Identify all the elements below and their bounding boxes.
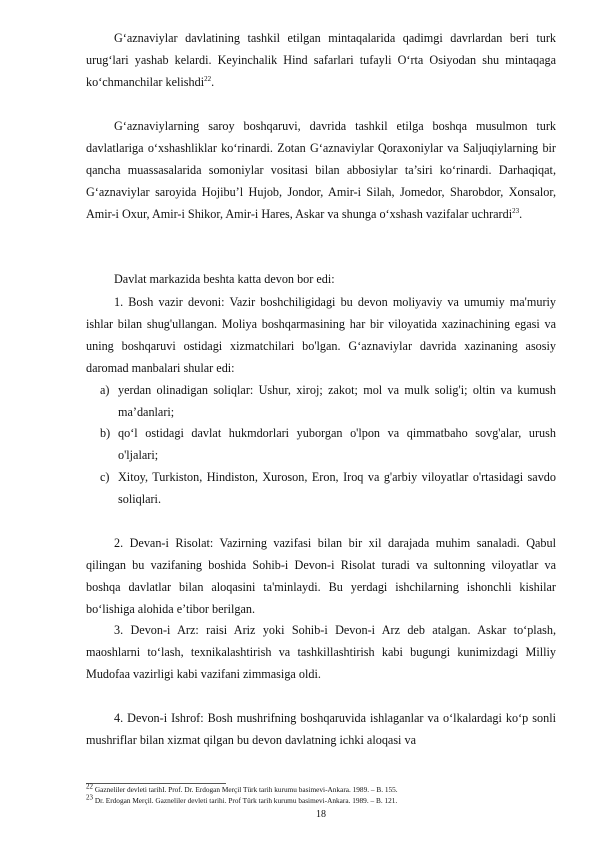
paragraph-devons-intro: Davlat markazida beshta katta devon bor edi: (114, 272, 335, 286)
footnote: $^{22}$ Gazneliler devleti tarihI. Prof. Dr. Erdogan Merçil Türk tarih kurumu basimevi-Ankara. 1989. – B. 155. (86, 782, 398, 794)
paragraph-devon-2: 2. Devan-i Risolat: Vazirning vazifasi bilan bir xil darajada muhim sanaladi. Qabul qilingan bu vazifaning boshida Sohib-i Devon-i Risolat turadi va sultonning viloyatlar va boshqa davlatlar bilan aloqasini ta'minlaydi. Bu yerdagi ishchilarning ishonchli kishilar bo‘lishiga alohida e’tibor berilgan. (86, 536, 556, 616)
list-item: c) Xitoy, Turkiston, Hindiston, Xuroson, Eron, Iroq va g'arbiy viloyatlar o'rtasidagi savdo soliqlari. (100, 467, 556, 511)
page-number: 18 (316, 809, 326, 820)
paragraph-devon-1: 1. Bosh vazir devoni: Vazir boshchiligidagi bu devon moliyaviy va umumiy ma'muriy ishlar bilan shug'ullangan. Moliya boshqarmasining har bir viloyatida xazinachining egasi va uning boshqaruvi ostidagi xizmatchilari bo'lgan. G‘aznaviylar davrida xazinaning asosiy daromad manbalari shular edi: (86, 295, 556, 375)
list-item: a) yerdan olinadigan soliqlar: Ushur, xiroj; zakot; mol va mulk solig'i; oltin va kumush ma’danlari; (100, 380, 556, 424)
footnote-ref: 23 (512, 206, 520, 215)
list-marker: b) (100, 426, 111, 440)
paragraph-court: G‘aznaviylarning saroy boshqaruvi, davrida tashkil etilga boshqa musulmon turk davlatlariga o‘xshashliklar ko‘rinardi. Zotan G‘aznaviylar Qoraxoniylar va Saljuqiylarning bir qancha muassasalarida somoniylar vositasi bilan abbosiylar ta’siri ko‘rinardi. Darhaqiqat, G‘aznaviylar saroyida Hojibu’l Hujob, Jondor, Amir-i Silah, Jomedor, Sharobdor, Xonsalor, Amir-i Oxur, Amir-i Shikor, Amir-i Hares, Askar va shunga o‘xshash vazifalar uchrardi$^{23}$. (86, 119, 556, 221)
footnote-ref: 22 (204, 74, 212, 83)
paragraph-intro: G‘aznaviylar davlatining tashkil etilgan mintaqalarida qadimgi davrlardan beri turk urug‘lari yashab kelardi. Keyinchalik Hind safarlari tufayli O‘rta Osiyodan shu mintaqaga ko‘chmanchilar kelishdi$^{22}$. (86, 31, 556, 89)
list-marker: a) (100, 383, 110, 397)
footnote-separator (86, 783, 226, 784)
paragraph-devon-3: 3. Devon-i Arz: raisi Ariz yoki Sohib-i Devon-i Arz deb atalgan. Askar to‘plash, maoshlarni to‘lash, texnikalashtirish va tashkillashtirish kabi bugungi kunimizdagi Milliy Mudofaa vazirligi kabi vazifani zimmasiga oldi. (86, 623, 556, 681)
list-marker: c) (100, 470, 110, 484)
footnote: $^{23}$ Dr. Erdogan Merçil. Gazneliler devleti tarihi. Prof Türk tarih kurumu basimevi-Ankara. 1989. – B. 121. (86, 793, 398, 805)
list-item: b) qo‘l ostidagi davlat hukmdorlari yuborgan o'lpon va qimmatbaho sovg'alar, urush o'ljalari; (100, 423, 556, 467)
paragraph-devon-4: 4. Devon-i Ishrof: Bosh mushrifning boshqaruvida ishlaganlar va o‘lkalardagi ko‘p sonli mushriflar bilan xizmat qilgan bu devon davlatning ichki aloqasi va (86, 711, 556, 747)
